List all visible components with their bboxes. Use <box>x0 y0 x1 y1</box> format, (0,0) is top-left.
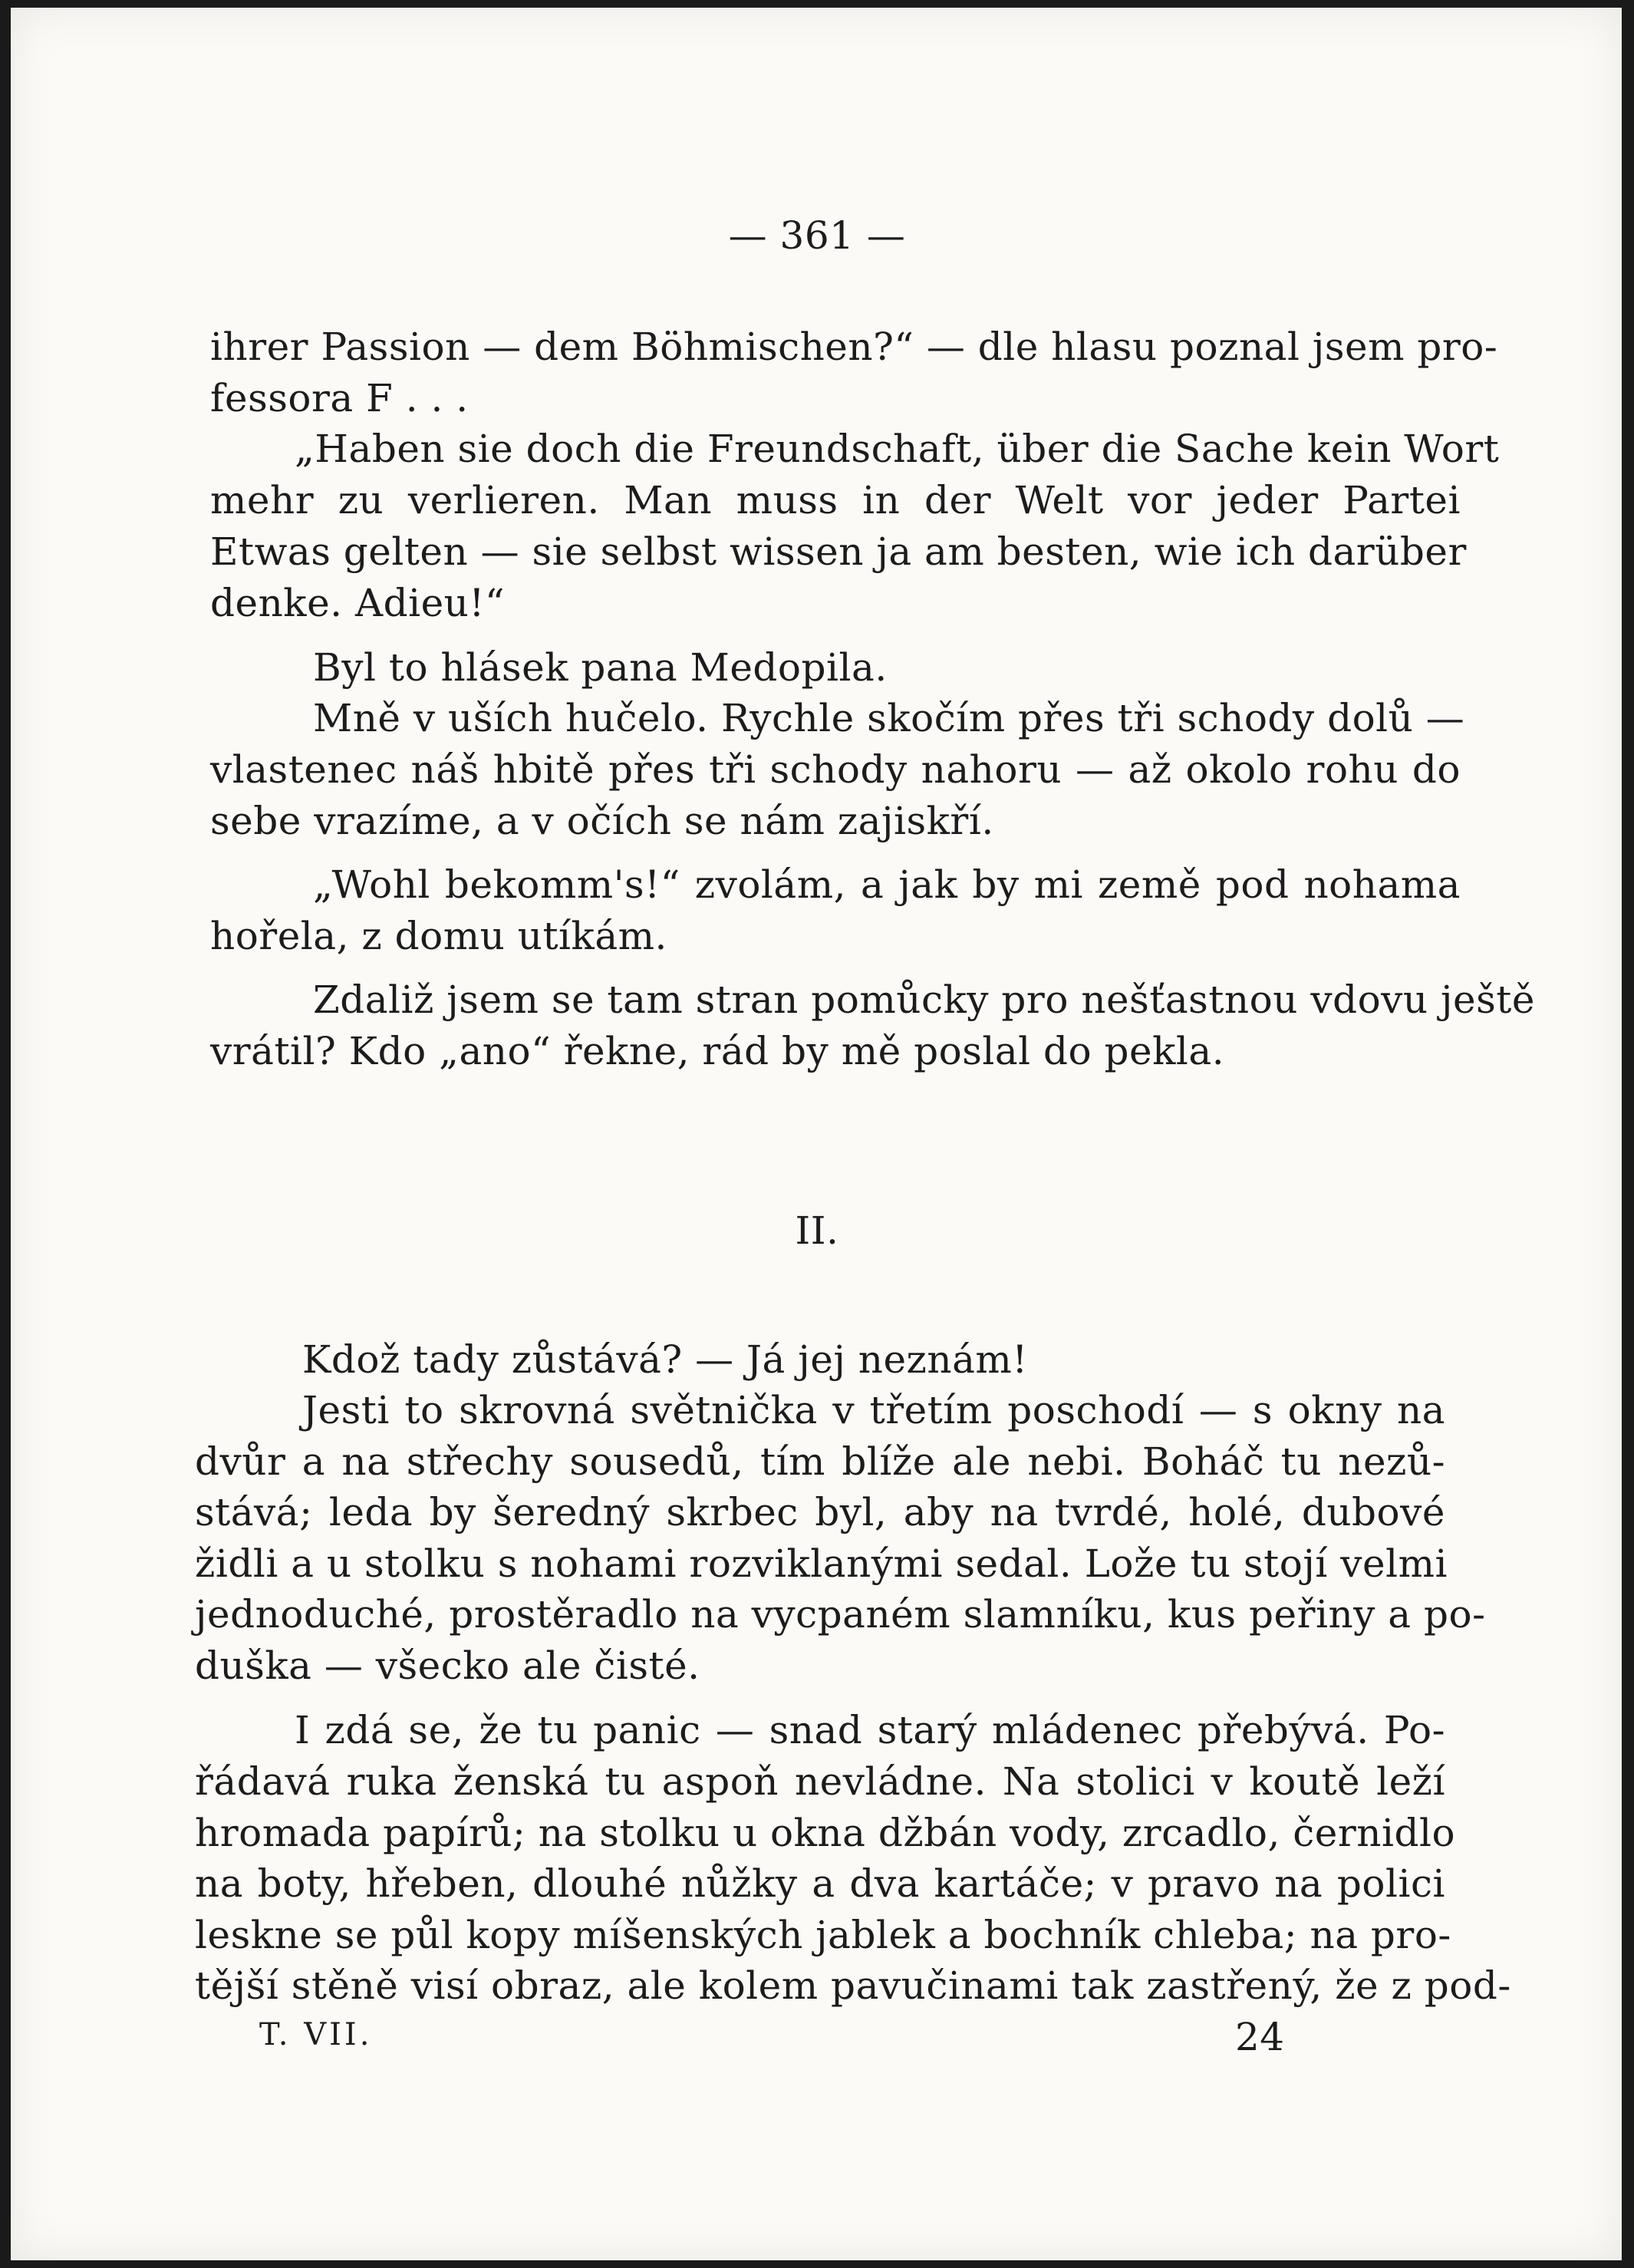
text-line: řádavá ruka ženská tu aspoň nevládne. Na stolici v koutě leží <box>195 1759 1445 1804</box>
text-line: „Wohl bekomm's!“ zvolám, a jak by mi země pod nohama <box>313 862 1461 907</box>
text-line: „Haben sie doch die Freundschaft, über die Sache kein Wort <box>295 427 1500 471</box>
text-line: vlastenec náš hbitě přes tři schody nahoru — až okolo rohu do <box>210 747 1461 792</box>
text-line: denke. Adieu!“ <box>210 581 506 625</box>
text-line: židli a u stolku s nohami rozviklanými sedal. Lože tu stojí velmi <box>195 1541 1448 1586</box>
text-line: jednoduché, prostěradlo na vycpaném slamníku, kus peřiny a po- <box>195 1592 1486 1637</box>
text-line: tější stěně visí obraz, ale kolem pavučinami tak zastřený, že z pod- <box>195 1963 1511 2008</box>
text-line: hromada papírů; na stolku u okna džbán vody, zrcadlo, černidlo <box>195 1811 1456 1855</box>
text-line: sebe vrazíme, a v očích se nám zajiskří. <box>210 799 994 843</box>
text-line: mehr zu verlieren. Man muss in der Welt vor jeder Partei <box>210 478 1461 522</box>
text-line: stává; leda by šeredný skrbec byl, aby na tvrdé, holé, dubové <box>195 1490 1445 1535</box>
text-line: fessora F . . . <box>210 376 469 420</box>
text-line: leskne se půl kopy míšenských jablek a bochník chleba; na pro- <box>195 1913 1451 1957</box>
text-line: I zdá se, že tu panic — snad starý mládenec přebývá. Po- <box>295 1708 1445 1752</box>
text-line: Kdož tady zůstává? — Já jej neznám! <box>302 1337 1028 1382</box>
text-line: Jesti to skrovná světnička v třetím poschodí — s okny na <box>302 1388 1445 1432</box>
text-line: Zdaliž jsem se tam stran pomůcky pro nešťastnou vdovu ještě <box>313 977 1535 1022</box>
footer-sheet-number: 24 <box>1235 2015 1285 2059</box>
text-line: Byl to hlásek pana Medopila. <box>313 645 888 690</box>
text-line: vrátil? Kdo „ano“ řekne, rád by mě poslal do pekla. <box>210 1029 1225 1073</box>
text-line: duška — všecko ale čisté. <box>195 1643 700 1688</box>
section-heading: II. <box>795 1208 839 1253</box>
footer-signature-mark: T. VII. <box>259 2017 373 2052</box>
text-line: hořela, z domu utíkám. <box>210 914 667 958</box>
text-line: ihrer Passion — dem Böhmischen?“ — dle hlasu poznal jsem pro- <box>210 325 1498 369</box>
text-line: dvůr a na střechy sousedů, tím blíže ale nebi. Boháč tu nezů- <box>195 1439 1445 1484</box>
text-line: Etwas gelten — sie selbst wissen ja am besten, wie ich darüber <box>210 529 1467 574</box>
page-number: — 361 — <box>728 213 906 258</box>
text-line: Mně v uších hučelo. Rychle skočím přes tři schody dolů — <box>313 696 1465 740</box>
text-line: na boty, hřeben, dlouhé nůžky a dva kartáče; v pravo na polici <box>195 1861 1445 1906</box>
